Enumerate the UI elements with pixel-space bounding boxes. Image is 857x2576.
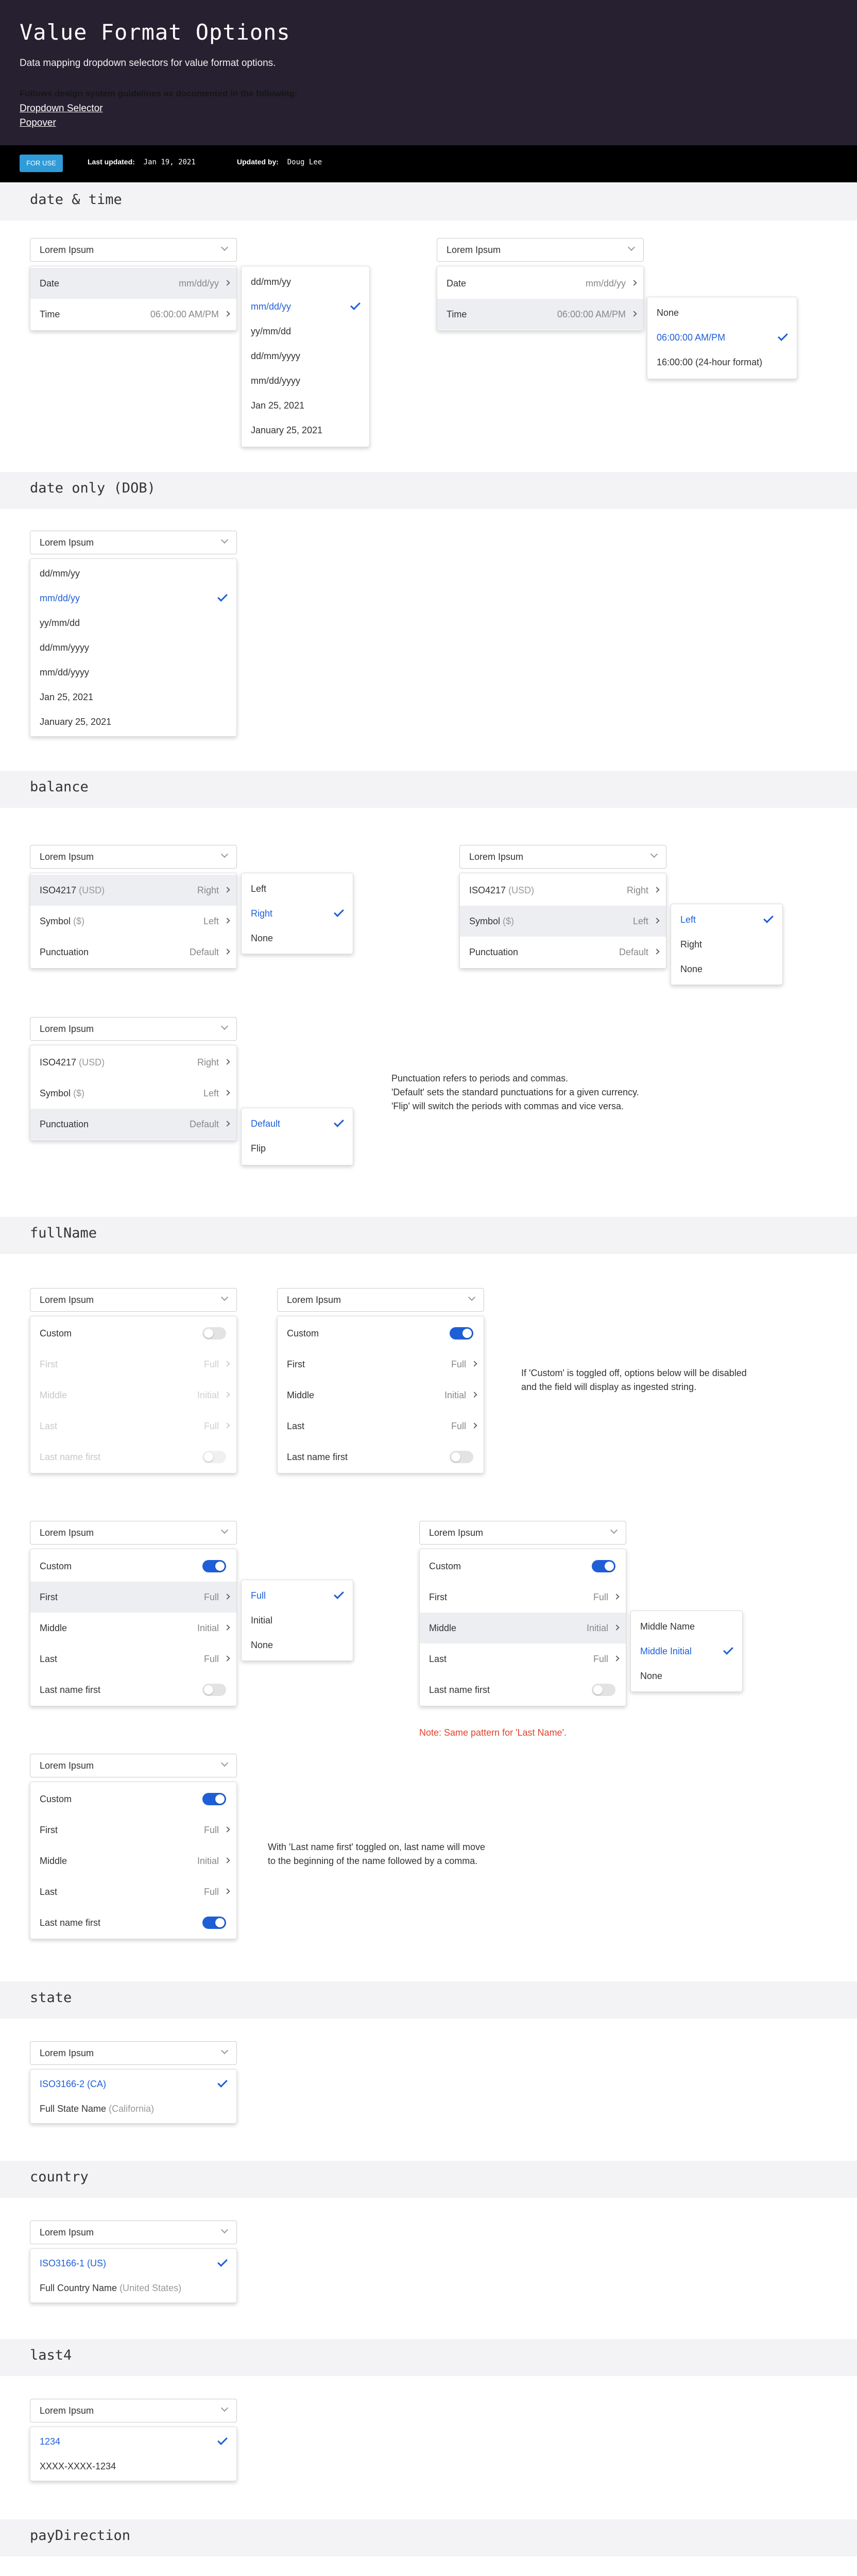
- option-item-selected[interactable]: mm/dd/yy: [242, 294, 369, 319]
- chevron-right-icon: [224, 1361, 230, 1366]
- fullname-select[interactable]: Lorem Ipsum: [419, 1521, 626, 1545]
- option-item[interactable]: None: [251, 1640, 273, 1650]
- chevron-down-icon: [221, 1760, 228, 1768]
- check-icon: [217, 2077, 228, 2088]
- chevron-down-icon: [628, 245, 635, 252]
- menu-row-first[interactable]: First Full: [278, 1349, 484, 1380]
- option-item[interactable]: dd/mm/yyyy: [40, 642, 90, 653]
- check-icon: [778, 331, 788, 341]
- page-title: Value Format Options: [20, 20, 290, 45]
- check-icon: [723, 1645, 733, 1655]
- chevron-right-icon: [224, 1655, 230, 1661]
- last-name-first-note: With 'Last name first' toggled on, last name will move to the beginning of the name followed by a comma.: [268, 1842, 486, 1866]
- menu-row-first[interactable]: First Full: [30, 1582, 236, 1613]
- dob-select[interactable]: Lorem Ipsum: [30, 531, 237, 554]
- check-icon: [217, 2257, 228, 2267]
- option-item[interactable]: Jan 25, 2021: [40, 692, 94, 702]
- menu-row-custom[interactable]: Custom: [30, 1318, 236, 1349]
- option-item[interactable]: None: [251, 933, 273, 943]
- menu-row-time[interactable]: Time 06:00:00 AM/PM: [437, 299, 643, 330]
- chevron-right-icon: [654, 948, 659, 954]
- option-item[interactable]: Flip: [251, 1143, 266, 1154]
- section-bar-country: [0, 2161, 857, 2198]
- menu-row-last-name-first[interactable]: Last name first: [278, 1442, 484, 1472]
- section-title-fullname: fullName: [30, 1225, 97, 1241]
- option-item[interactable]: January 25, 2021: [40, 717, 112, 727]
- menu-row-custom[interactable]: Custom: [30, 1784, 236, 1815]
- last-name-note: Note: Same pattern for 'Last Name'.: [419, 1727, 567, 1738]
- page-subtitle: Data mapping dropdown selectors for value format options.: [20, 58, 276, 69]
- guidelines-heading: Follows design system guidelines as documented in the following:: [20, 89, 298, 98]
- check-icon: [763, 913, 774, 923]
- check-icon: [334, 907, 344, 917]
- chevron-down-icon: [221, 2405, 228, 2413]
- menu-row-last: Last Full: [30, 1411, 236, 1442]
- balance-menu: [459, 873, 666, 969]
- option-item[interactable]: XXXX-XXXX-1234: [40, 2461, 116, 2471]
- option-item-selected[interactable]: ISO3166-2 (CA): [30, 2072, 236, 2096]
- datetime-select[interactable]: Lorem Ipsum: [30, 238, 237, 262]
- state-select[interactable]: Lorem Ipsum: [30, 2041, 237, 2065]
- chevron-right-icon: [471, 1422, 477, 1428]
- menu-row-last[interactable]: Last Full: [278, 1411, 484, 1442]
- menu-row-symbol[interactable]: Symbol ($) Left: [30, 1078, 236, 1109]
- menu-row-time[interactable]: Time 06:00:00 AM/PM: [30, 299, 236, 330]
- section-bar-state: [0, 1981, 857, 2019]
- menu-row-date[interactable]: Date mm/dd/yy: [437, 268, 643, 299]
- time-format-submenu: [647, 297, 797, 379]
- fullname-menu: [419, 1549, 626, 1706]
- menu-row-last[interactable]: Last Full: [30, 1643, 236, 1674]
- menu-row-middle: Middle Initial: [30, 1380, 236, 1411]
- option-item-selected[interactable]: Right: [242, 901, 353, 926]
- option-item[interactable]: Right: [680, 939, 702, 950]
- menu-row-iso[interactable]: ISO4217 (USD) Right: [30, 1047, 236, 1078]
- section-title-dob: date only (DOB): [30, 480, 156, 496]
- menu-row-last[interactable]: Last Full: [420, 1643, 626, 1674]
- section-title-balance: balance: [30, 779, 89, 795]
- chevron-right-icon: [613, 1624, 619, 1630]
- option-item[interactable]: dd/mm/yy: [40, 568, 80, 579]
- position-submenu: [671, 904, 783, 985]
- option-item[interactable]: Initial: [251, 1615, 273, 1625]
- fullname-select[interactable]: Lorem Ipsum: [30, 1288, 237, 1312]
- option-item[interactable]: dd/mm/yy: [251, 277, 292, 287]
- section-title-paydirection: payDirection: [30, 2528, 131, 2544]
- menu-row-last[interactable]: Last Full: [30, 1876, 236, 1907]
- custom-toggle[interactable]: [592, 1560, 615, 1572]
- datetime-select[interactable]: Lorem Ipsum: [437, 238, 644, 262]
- section-title-country: country: [30, 2169, 89, 2185]
- menu-row-last-name-first[interactable]: Last name first: [30, 1674, 236, 1705]
- last4-select[interactable]: Lorem Ipsum: [30, 2399, 237, 2422]
- chevron-down-icon: [221, 852, 228, 859]
- fullname-select[interactable]: Lorem Ipsum: [277, 1288, 484, 1312]
- custom-toggle[interactable]: [450, 1327, 473, 1340]
- menu-row-middle[interactable]: Middle Initial: [420, 1613, 626, 1643]
- option-item[interactable]: Full State Name (California): [40, 2104, 155, 2114]
- chevron-right-icon: [471, 1361, 477, 1366]
- option-item[interactable]: dd/mm/yyyy: [251, 351, 301, 361]
- menu-row-iso[interactable]: ISO4217 (USD) Right: [30, 875, 236, 906]
- chevron-right-icon: [631, 311, 637, 316]
- fullname-select[interactable]: Lorem Ipsum: [30, 1754, 237, 1777]
- section-bar-last4: [0, 2339, 857, 2376]
- option-item-selected[interactable]: 1234: [30, 2429, 236, 2454]
- menu-row-middle[interactable]: Middle Initial: [30, 1613, 236, 1643]
- section-bar-balance: [0, 771, 857, 808]
- updated-by: Updated by: Doug Lee: [237, 158, 322, 166]
- chevron-right-icon: [613, 1594, 619, 1599]
- section-bar-fullname: [0, 1217, 857, 1254]
- country-menu: [30, 2248, 237, 2303]
- chevron-right-icon: [224, 1857, 230, 1863]
- fullname-menu: [30, 1549, 237, 1706]
- menu-row-last-name-first[interactable]: Last name first: [420, 1674, 626, 1705]
- menu-row-middle[interactable]: Middle Initial: [278, 1380, 484, 1411]
- chevron-down-icon: [221, 1528, 228, 1535]
- last-name-first-toggle: [202, 1451, 226, 1463]
- menu-row-custom[interactable]: Custom: [278, 1318, 484, 1349]
- chevron-right-icon: [224, 1422, 230, 1428]
- dob-menu: [30, 558, 237, 737]
- chevron-right-icon: [471, 1392, 477, 1397]
- menu-row-custom[interactable]: Custom: [30, 1551, 236, 1582]
- section-bar-datetime: [0, 183, 857, 221]
- option-item[interactable]: yy/mm/dd: [40, 618, 80, 628]
- last-name-first-toggle[interactable]: [202, 1684, 226, 1696]
- chevron-right-icon: [654, 887, 659, 892]
- link-popover[interactable]: Popover: [20, 117, 56, 128]
- custom-toggle[interactable]: [202, 1327, 226, 1340]
- option-item-selected[interactable]: mm/dd/yy: [30, 586, 236, 611]
- chevron-down-icon: [221, 537, 228, 545]
- menu-row-punctuation[interactable]: Punctuation Default: [460, 937, 666, 968]
- datetime-menu: [437, 266, 644, 331]
- chevron-right-icon: [224, 311, 230, 316]
- fullname-select[interactable]: Lorem Ipsum: [30, 1521, 237, 1545]
- option-item[interactable]: 16:00:00 (24-hour format): [657, 357, 763, 367]
- section-title-datetime: date & time: [30, 192, 122, 208]
- middle-name-submenu: [630, 1611, 743, 1692]
- balance-menu: [30, 873, 237, 969]
- last-name-first-toggle[interactable]: [450, 1451, 473, 1463]
- option-item[interactable]: Middle Name: [640, 1621, 695, 1632]
- menu-row-punctuation[interactable]: Punctuation Default: [30, 937, 236, 968]
- menu-row-custom[interactable]: Custom: [420, 1551, 626, 1582]
- chevron-down-icon: [468, 1295, 475, 1302]
- chevron-down-icon: [221, 245, 228, 252]
- fullname-menu: [30, 1782, 237, 1939]
- chevron-down-icon: [221, 1024, 228, 1031]
- chevron-right-icon: [631, 280, 637, 285]
- menu-row-middle[interactable]: Middle Initial: [30, 1845, 236, 1876]
- chevron-right-icon: [224, 887, 230, 892]
- option-item[interactable]: None: [640, 1671, 663, 1681]
- menu-row-punctuation[interactable]: Punctuation Default: [30, 1109, 236, 1140]
- section-title-state: state: [30, 1990, 72, 2006]
- balance-select[interactable]: Lorem Ipsum: [30, 845, 237, 869]
- check-icon: [350, 300, 361, 310]
- option-item[interactable]: Left: [251, 884, 267, 894]
- punctuation-submenu: [241, 1108, 353, 1165]
- first-name-submenu: [241, 1580, 353, 1661]
- check-icon: [334, 1117, 344, 1127]
- check-icon: [217, 2435, 228, 2445]
- chevron-down-icon: [221, 2227, 228, 2234]
- chevron-right-icon: [654, 918, 659, 923]
- option-item[interactable]: mm/dd/yyyy: [40, 667, 90, 677]
- option-item-selected[interactable]: 06:00:00 AM/PM: [647, 325, 797, 350]
- chevron-right-icon: [224, 1392, 230, 1397]
- state-menu: [30, 2069, 237, 2124]
- option-item-selected[interactable]: ISO3166-1 (US): [30, 2251, 236, 2276]
- menu-row-last-name-first[interactable]: Last name first: [30, 1907, 236, 1938]
- chevron-down-icon: [610, 1528, 618, 1535]
- chevron-down-icon: [221, 2048, 228, 2055]
- chevron-down-icon: [221, 1295, 228, 1302]
- option-item[interactable]: January 25, 2021: [251, 425, 323, 435]
- option-item-selected[interactable]: Default: [242, 1111, 353, 1136]
- custom-toggle[interactable]: [202, 1793, 226, 1805]
- custom-note: If 'Custom' is toggled off, options below will be disabled and the field will display as ingested string.: [521, 1368, 747, 1392]
- date-format-submenu: [241, 266, 370, 447]
- datetime-menu: [30, 266, 237, 331]
- chevron-right-icon: [224, 1090, 230, 1095]
- chevron-right-icon: [613, 1655, 619, 1661]
- balance-select[interactable]: Lorem Ipsum: [459, 845, 666, 869]
- option-item[interactable]: None: [657, 308, 679, 318]
- option-item[interactable]: Full Country Name (United States): [40, 2283, 182, 2293]
- option-item[interactable]: mm/dd/yyyy: [251, 376, 301, 386]
- menu-row-iso[interactable]: ISO4217 (USD) Right: [460, 875, 666, 906]
- balance-select[interactable]: Lorem Ipsum: [30, 1017, 237, 1041]
- option-item[interactable]: None: [680, 964, 703, 974]
- fullname-menu: [30, 1316, 237, 1473]
- chevron-down-icon: [650, 852, 658, 859]
- status-badge: FOR USE: [20, 155, 63, 172]
- custom-toggle[interactable]: [202, 1560, 226, 1572]
- balance-note: Punctuation refers to periods and commas. 'Default' sets the standard punctuations for a given currency. 'Flip' will switch the periods with commas and vice versa.: [391, 1073, 639, 1111]
- menu-row-first[interactable]: First Full: [420, 1582, 626, 1613]
- last-name-first-toggle[interactable]: [592, 1684, 615, 1696]
- country-select[interactable]: Lorem Ipsum: [30, 2221, 237, 2244]
- fullname-menu: [277, 1316, 484, 1473]
- option-item-selected[interactable]: Left: [671, 907, 782, 932]
- balance-menu: [30, 1045, 237, 1141]
- menu-row-last-name-first: Last name first: [30, 1442, 236, 1472]
- menu-row-first: First Full: [30, 1349, 236, 1380]
- chevron-right-icon: [224, 1121, 230, 1126]
- chevron-right-icon: [224, 280, 230, 285]
- chevron-right-icon: [224, 1624, 230, 1630]
- section-title-last4: last4: [30, 2347, 72, 2363]
- menu-row-first[interactable]: First Full: [30, 1815, 236, 1845]
- last-name-first-toggle[interactable]: [202, 1917, 226, 1929]
- chevron-right-icon: [224, 1888, 230, 1894]
- last4-menu: [30, 2427, 237, 2481]
- menu-row-date[interactable]: Date mm/dd/yy: [30, 268, 236, 299]
- link-dropdown-selector[interactable]: Dropdown Selector: [20, 103, 103, 114]
- option-item[interactable]: Jan 25, 2021: [251, 400, 305, 411]
- check-icon: [217, 591, 228, 602]
- option-item[interactable]: yy/mm/dd: [251, 326, 292, 336]
- chevron-right-icon: [224, 1059, 230, 1064]
- menu-row-symbol[interactable]: Symbol ($) Left: [30, 906, 236, 937]
- position-submenu: [241, 873, 353, 954]
- menu-row-symbol[interactable]: Symbol ($) Left: [460, 906, 666, 937]
- chevron-right-icon: [224, 1594, 230, 1599]
- chevron-right-icon: [224, 1826, 230, 1832]
- chevron-right-icon: [224, 918, 230, 923]
- option-item-selected[interactable]: Full: [242, 1583, 353, 1608]
- chevron-right-icon: [224, 948, 230, 954]
- last-updated: Last updated: Jan 19, 2021: [88, 158, 196, 166]
- check-icon: [334, 1589, 344, 1599]
- option-item-selected[interactable]: Middle Initial: [631, 1639, 742, 1664]
